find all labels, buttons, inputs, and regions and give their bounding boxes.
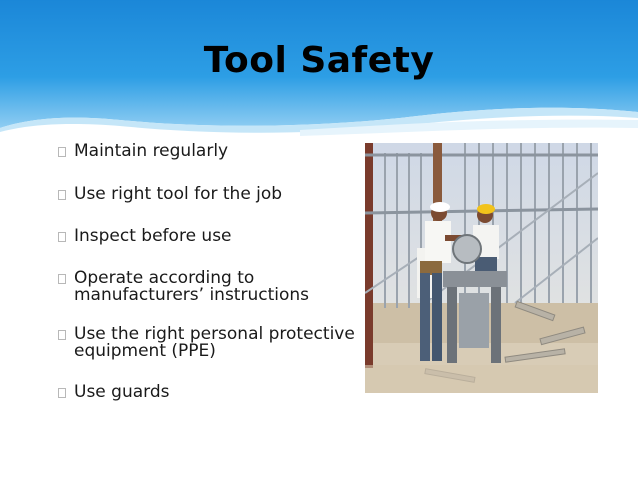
bullet-box-icon	[58, 190, 66, 200]
bullet-box-icon	[58, 330, 66, 340]
bullet-item-guards	[56, 384, 169, 401]
bullet-text-line2: manufacturers’ instructions	[74, 285, 309, 305]
bullet-item-inspect	[56, 228, 232, 245]
bullet-item-ppe	[56, 326, 355, 360]
bullet-text: Maintain regularly	[74, 141, 229, 161]
bullet-box-icon	[58, 274, 66, 284]
bullet-text-line2: equipment (PPE)	[74, 341, 216, 361]
bullet-item-right-tool	[56, 186, 282, 203]
bullet-item-maintain	[56, 143, 228, 160]
bullet-text: Use guards	[74, 382, 170, 402]
bullet-text: Use right tool for the job	[74, 184, 283, 204]
construction-workers-photo	[365, 143, 598, 393]
bullet-box-icon	[58, 147, 66, 157]
bullet-text: Inspect before use	[74, 226, 232, 246]
slide-title: Tool Safety	[203, 40, 435, 81]
bullet-text: Operate according to	[74, 268, 255, 288]
bullet-text: Use the right personal protective	[74, 324, 355, 344]
bullet-item-operate	[56, 270, 309, 304]
bullet-box-icon	[58, 388, 66, 398]
bullet-box-icon	[58, 232, 66, 242]
